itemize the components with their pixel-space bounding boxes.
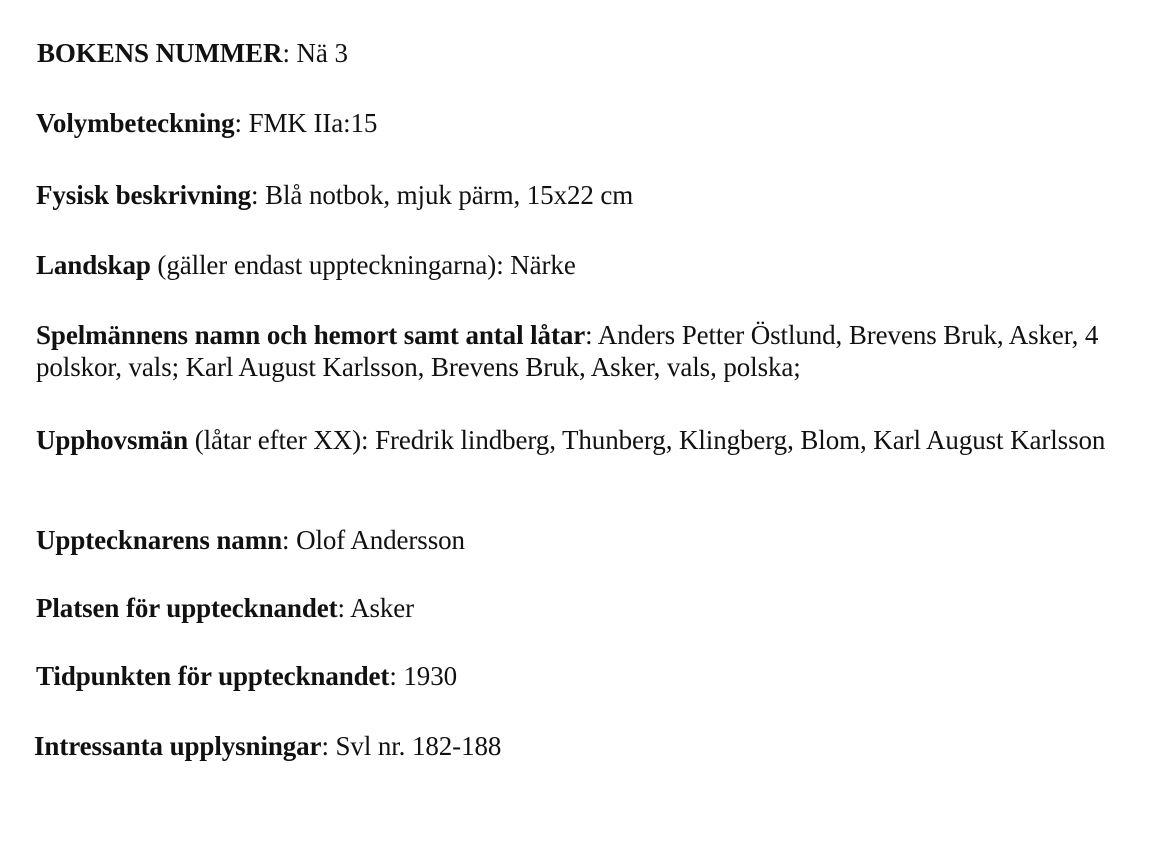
field-value: Nä 3 (296, 38, 348, 68)
field-label-suffix: (låtar efter XX) (188, 425, 362, 455)
field-volume-designation: Volymbeteckning: FMK IIa:15 (36, 108, 378, 138)
field-value: Asker (350, 593, 415, 623)
field-label: Landskap (36, 250, 151, 280)
field-value: FMK IIa:15 (248, 108, 378, 138)
field-recording-place: Platsen för upptecknandet: Asker (36, 593, 415, 623)
field-physical-description: Fysisk beskrivning: Blå notbok, mjuk pärm, 15x22 cm (36, 180, 634, 210)
field-value: Anders Petter Östlund, Brevens Bruk, Asker, 4 polskor, vals; Karl August Karlsson, Brevens Bruk, Asker, vals, polska; (36, 320, 1099, 382)
field-value: Blå notbok, mjuk pärm, 15x22 cm (265, 180, 634, 210)
field-label: BOKENS NUMMER (37, 38, 283, 68)
field-province: Landskap (gäller endast uppteckningarna): Närke (36, 250, 576, 280)
field-value: Olof Andersson (296, 525, 465, 555)
field-label-suffix: (gäller endast uppteckningarna) (150, 250, 497, 280)
field-label: Upptecknarens namn (36, 525, 282, 555)
field-recorder-name: Upptecknarens namn: Olof Andersson (36, 525, 465, 555)
field-label: Upphovsmän (36, 425, 189, 455)
field-label: Intressanta upplysningar (34, 731, 322, 761)
field-value: Fredrik lindberg, Thunberg, Klingberg, Blom, Karl August Karlsson (375, 425, 1106, 455)
field-label: Spelmännens namn och hemort samt antal låtar (36, 320, 586, 350)
field-recording-time: Tidpunkten för upptecknandet: 1930 (36, 661, 458, 691)
field-musicians: Spelmännens namn och hemort samt antal låtar: Anders Petter Östlund, Brevens Bruk, Asker, 4 polskor, vals; Karl August Karlsson, Brevens Bruk, Asker, vals, polska; (36, 320, 1099, 382)
field-value: Närke (510, 250, 576, 280)
field-value: Svl nr. 182-188 (335, 731, 502, 761)
field-label: Fysisk beskrivning (36, 180, 252, 210)
field-value: 1930 (403, 661, 458, 691)
field-composers: Upphovsmän (låtar efter XX): Fredrik lindberg, Thunberg, Klingberg, Blom, Karl August Karlsson (36, 425, 1106, 455)
field-book-number: BOKENS NUMMER: Nä 3 (37, 38, 348, 68)
field-interesting-info: Intressanta upplysningar: Svl nr. 182-188 (34, 731, 502, 761)
field-label: Volymbeteckning (36, 108, 235, 138)
field-label: Platsen för upptecknandet (36, 593, 338, 623)
field-label: Tidpunkten för upptecknandet (36, 661, 390, 691)
